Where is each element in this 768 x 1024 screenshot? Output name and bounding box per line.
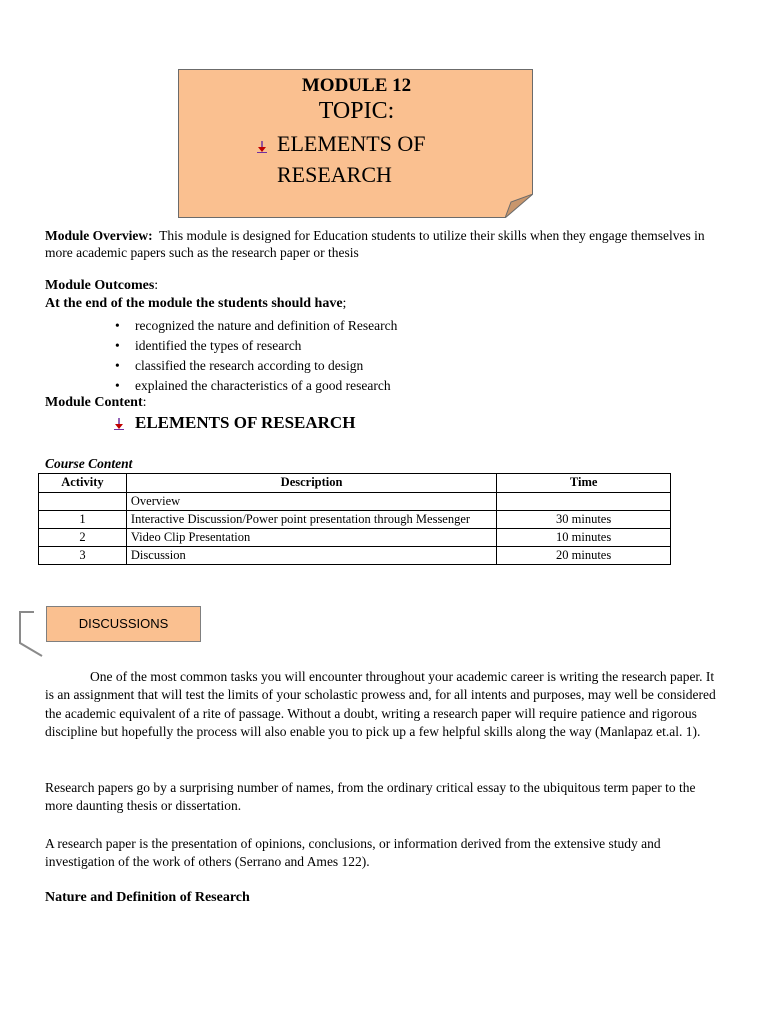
topic-label: TOPIC: [318,98,395,124]
content-heading [45,395,147,411]
outcomes-list [113,316,397,396]
module-overview [45,227,720,261]
list-item [113,356,397,376]
outcome-text: recognized the nature and definition of Research [135,318,398,333]
outcome-text: identified the types of research [135,338,302,353]
column-header: Time [497,474,671,493]
table-row [39,547,671,565]
list-item [113,376,397,396]
topic-title-line2: RESEARCH [277,162,392,187]
outcome-text: explained the characteristics of a good research [135,378,391,393]
table-row [39,493,671,511]
folded-corner-icon [505,194,533,218]
outcome-text: classified the research according to design [135,358,364,373]
outcomes-intro [45,296,346,312]
discussions-label-box: DISCUSSIONS [46,606,201,642]
description-cell: Discussion [126,547,496,565]
topic-title-line1: ELEMENTS OF [277,131,426,156]
time-cell: 30 minutes [497,511,671,529]
paragraph: One of the most common tasks you will encounter throughout your academic career is writing the research paper. It is an assignment that will test the limits of your scholastic prowess and, for all intents and purposes, may well be considered the academic equivalent of a rite of passage. Without a doubt, writing a research paper will require patience and rigorous discipline but hopefully the process will also enable you to pick up a few helpful skills along the way (Manlapaz et.al. 1). [45,669,716,740]
bracket-icon [18,611,44,657]
paragraph: A research paper is the presentation of opinions, conclusions, or information derived from the extensive study and investigation of the work of others (Serrano and Ames 122). [45,836,661,870]
table-row [39,511,671,529]
table-row [39,529,671,547]
bullet-dot-icon: • [115,338,120,353]
description-cell: Overview [126,493,496,511]
activity-cell: 3 [39,547,127,565]
content-colon: : [142,395,147,410]
elements-heading: ELEMENTS OF RESEARCH [135,413,356,432]
module-number: MODULE 12 [301,75,412,96]
section-heading: Nature and Definition of Research [45,890,250,905]
bullet-dot-icon: • [115,378,120,393]
arrow-down-bullet-icon [114,418,124,434]
bullet-dot-icon: • [115,358,120,373]
outcomes-intro-text: At the end of the module the students should have [45,296,343,311]
overview-label: Module Overview: [45,228,153,243]
list-item [113,316,397,336]
time-cell: 10 minutes [497,529,671,547]
outcomes-label: Module Outcomes [45,278,155,293]
paragraph: Research papers go by a surprising number of names, from the ordinary critical essay to the ubiquitous term paper to the more daunting thesis or dissertation. [45,780,696,814]
activity-cell [39,493,127,511]
time-cell: 20 minutes [497,547,671,565]
module-title-box [178,69,533,218]
outcomes-heading [45,278,158,294]
description-cell: Video Clip Presentation [126,529,496,547]
column-header: Activity [39,474,127,493]
activity-cell: 1 [39,511,127,529]
list-item [113,336,397,356]
column-header: Description [126,474,496,493]
arrow-down-bullet-icon [257,141,267,157]
course-content-table [38,473,671,565]
table-header-row [39,474,671,493]
description-cell: Interactive Discussion/Power point presentation through Messenger [126,511,496,529]
outcomes-intro-end: ; [342,296,347,311]
time-cell [497,493,671,511]
outcomes-colon: : [154,278,159,293]
content-label: Module Content [45,395,143,410]
activity-cell: 2 [39,529,127,547]
bullet-dot-icon: • [115,318,120,333]
overview-text: This module is designed for Education students to utilize their skills when they engage themselves in more academic papers such as the research paper or thesis [45,228,705,260]
course-content-label: Course Content [45,456,133,471]
